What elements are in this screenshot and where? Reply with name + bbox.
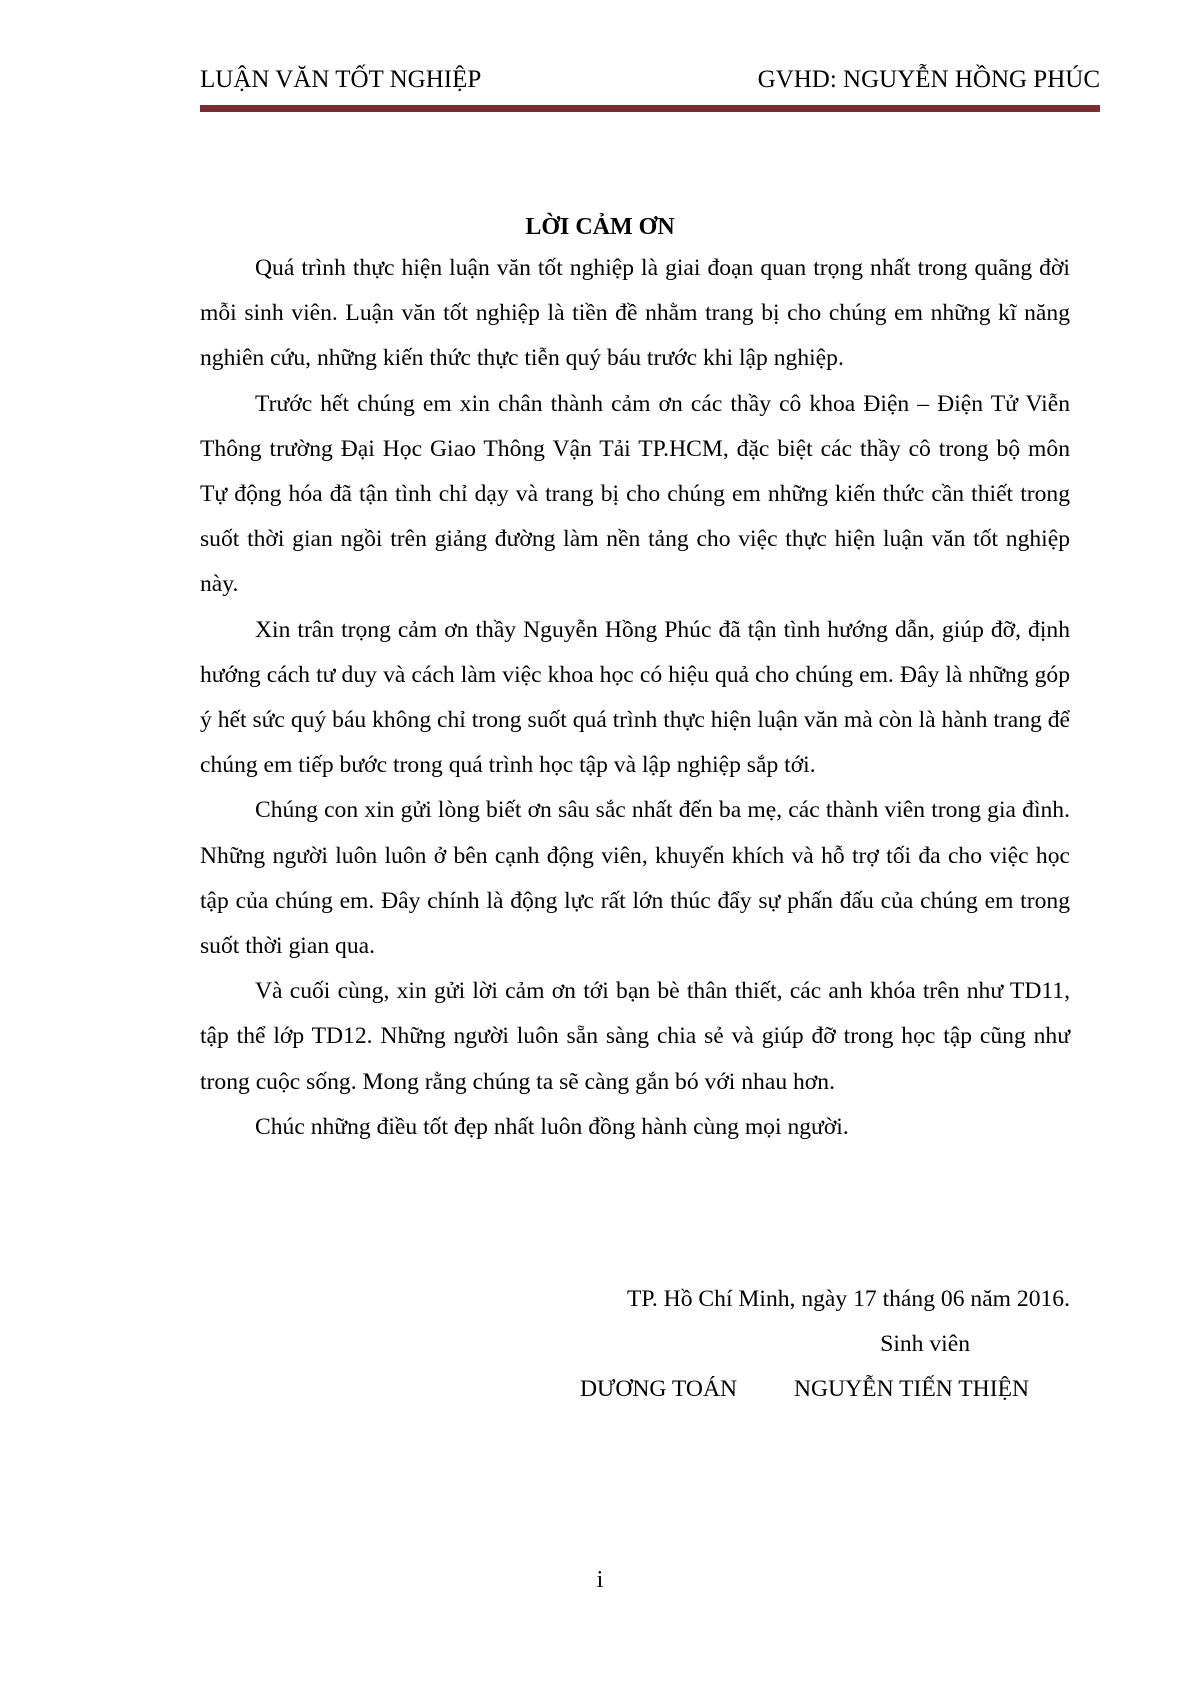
- paragraph-intro: Quá trình thực hiện luận văn tốt nghiệp là giai đoạn quan trọng nhất trong quãng đời mỗi sinh viên. Luận văn tốt nghiệp là tiền đề nhằm trang bị cho chúng em những kĩ năng nghiên cứu, những kiến thức thực tiễn quý báu trước khi lập nghiệp.: [200, 255, 1070, 372]
- paragraph-family-thanks: Chúng con xin gửi lòng biết ơn sâu sắc nhất đến ba mẹ, các thành viên trong gia đình. Những người luôn luôn ở bên cạnh động viên, khuyến khích và hỗ trợ tối đa cho việc học tập của chúng em. Đây chính là động lực rất lớn thúc đẩy sự phấn đấu của chúng em trong suốt thời gian qua.: [200, 797, 1070, 960]
- paragraph-faculty-thanks: Trước hết chúng em xin chân thành cảm ơn các thầy cô khoa Điện – Điện Tử Viễn Thông trường Đại Học Giao Thông Vận Tải TP.HCM, đặc biệt các thầy cô trong bộ môn Tự động hóa đã tận tình chỉ dạy và trang bị cho chúng em những kiến thức cần thiết trong suốt thời gian ngồi trên giảng đường làm nền tảng cho việc thực hiện luận văn tốt nghiệp này.: [200, 390, 1070, 598]
- acknowledgement-body: [200, 246, 1070, 1150]
- paragraph-closing-wish: Chúc những điều tốt đẹp nhất luôn đồng hành cùng mọi người.: [255, 1113, 849, 1140]
- paragraph-friends-thanks: Và cuối cùng, xin gửi lời cảm ơn tới bạn bè thân thiết, các anh khóa trên như TD11, tập thể lớp TD12. Những người luôn sẵn sàng chia sẻ và giúp đỡ trong học tập cũng như trong cuộc sống. Mong rằng chúng ta sẽ càng gắn bó với nhau hơn.: [200, 978, 1070, 1095]
- student-name-1: DƯƠNG TOÁN: [580, 1376, 738, 1402]
- header-document-type: LUẬN VĂN TỐT NGHIỆP: [200, 66, 482, 93]
- signature-date: TP. Hồ Chí Minh, ngày 17 tháng 06 năm 2016.: [626, 1286, 1070, 1312]
- header-advisor: GVHD: NGUYỄN HỒNG PHÚC: [757, 66, 1100, 93]
- signature-role: Sinh viên: [880, 1331, 970, 1357]
- header-divider: [200, 105, 1100, 112]
- page-number: i: [596, 1567, 604, 1593]
- paragraph-advisor-thanks: Xin trân trọng cảm ơn thầy Nguyễn Hồng Phúc đã tận tình hướng dẫn, giúp đỡ, định hướng cách tư duy và cách làm việc khoa học có hiệu quả cho chúng em. Đây là những góp ý hết sức quý báu không chỉ trong suốt quá trình thực hiện luận văn mà còn là hành trang để chúng em tiếp bước trong quá trình học tập và lập nghiệp sắp tới.: [200, 616, 1070, 779]
- student-name-2: NGUYỄN TIẾN THIỆN: [794, 1376, 1030, 1402]
- page-title: LỜI CẢM ƠN: [525, 214, 675, 240]
- page-header: [200, 66, 1100, 106]
